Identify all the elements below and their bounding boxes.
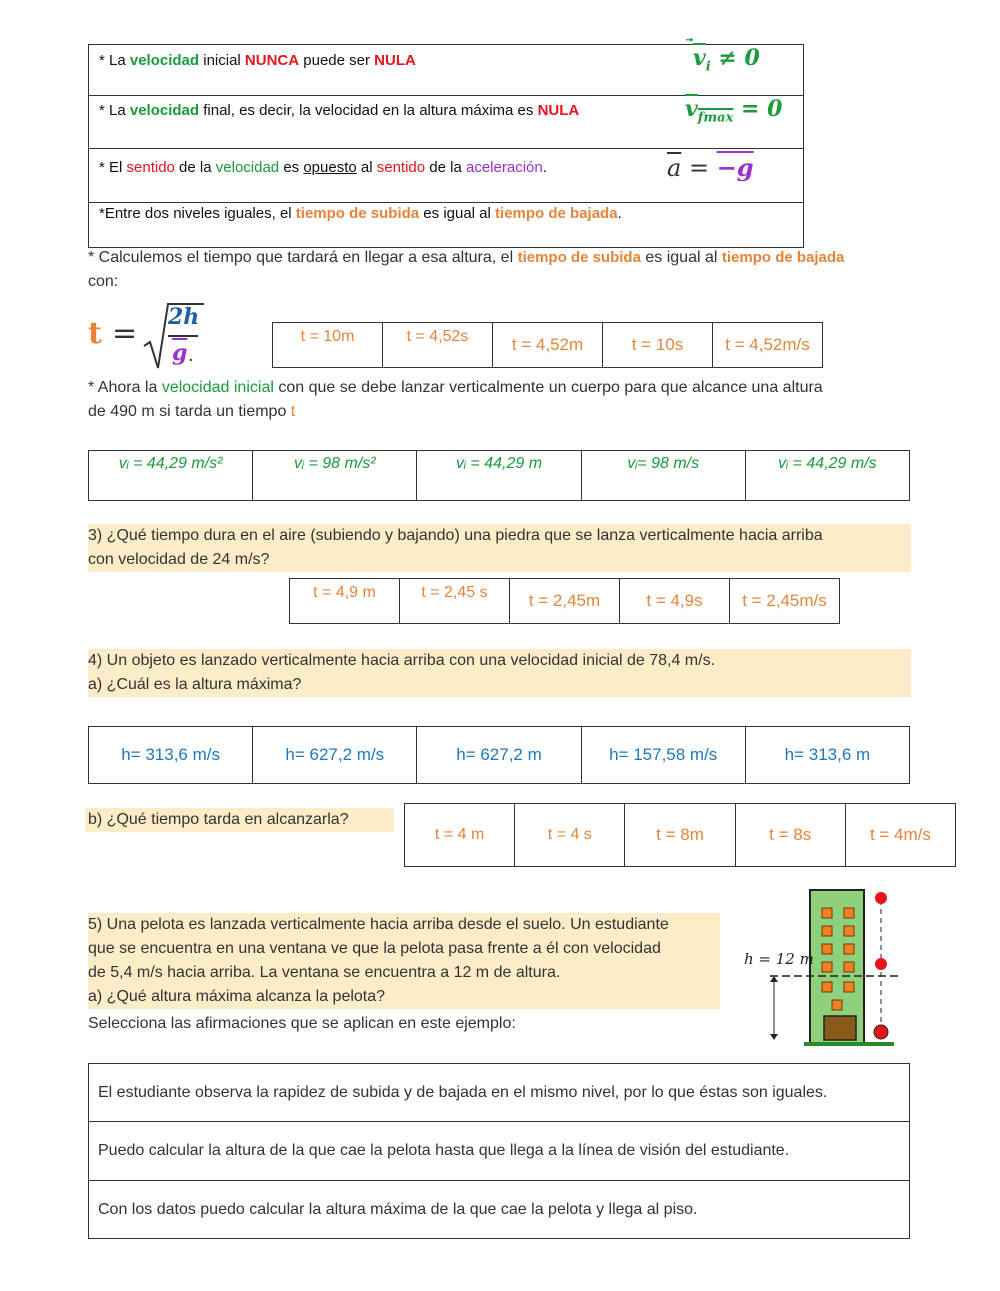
velocity-option[interactable]: vᵢ= 98 m/s [582, 451, 746, 500]
velocity-paragraph: * Ahora la velocidad inicial con que se debe lanzar verticalmente un cuerpo para que alcance una altura de 490 m si tarda un tiempo t [88, 379, 823, 420]
building-illustration [740, 886, 900, 1051]
question-3-line: 3) ¿Qué tiempo dura en el aire (subiendo y bajando) una piedra que se lanza verticalmente hacia arriba [88, 527, 823, 544]
time-options [272, 322, 823, 368]
velocity-option[interactable]: vᵢ = 44,29 m [417, 451, 581, 500]
rule-text: * El sentido de la velocidad es opuesto al sentido de la aceleración. [99, 159, 547, 176]
q4b-option[interactable]: t = 8s [736, 804, 846, 866]
q3-option[interactable]: t = 2,45m/s [742, 591, 827, 610]
statement-option[interactable]: El estudiante observa la rapidez de subida y de bajada en el mismo nivel, por lo que éstas son iguales. [89, 1064, 909, 1122]
q3-option[interactable]: t = 2,45m [510, 579, 620, 623]
velocity-option[interactable]: vᵢ = 98 m/s² [253, 451, 417, 500]
statement-option[interactable]: Con los datos puedo calcular la altura máxima de la que cae la pelota y llega al piso. [98, 1200, 698, 1218]
q3-option[interactable]: t = 2,45 s [400, 579, 510, 623]
q4-option[interactable]: h= 313,6 m [784, 745, 871, 764]
rule-row-initial-velocity [89, 45, 803, 96]
statements-table [88, 1063, 910, 1239]
question-3-line: con velocidad de 24 m/s? [88, 551, 270, 568]
q4-option[interactable]: h= 627,2 m/s [253, 727, 417, 783]
rule-row-final-velocity [89, 96, 803, 149]
question-4 [88, 649, 911, 697]
formula-vfmax-zero: $v_{fmax} = 0$ [685, 96, 783, 126]
formula-vi-not-zero: $\overline{v}_i \ne 0$ [693, 45, 760, 75]
time-option[interactable]: t = 10s [603, 323, 713, 367]
rule-text: * La velocidad final, es decir, la velocidad en la altura máxima es NULA [99, 102, 580, 119]
velocity-option[interactable]: vᵢ = 44,29 m/s² [89, 451, 253, 500]
formula-a-equals-minus-g: $\overline{a} = -g$ [667, 153, 754, 182]
q4-option[interactable]: h= 157,58 m/s [582, 727, 746, 783]
height-label: h = 12 m [744, 950, 814, 968]
question-5-line: que se encuentra en una ventana ve que la pelota pasa frente a él con velocidad [88, 940, 661, 957]
question-5 [88, 913, 720, 1009]
time-option[interactable]: t = 4,52m/s [725, 335, 810, 354]
q4-option[interactable]: h= 313,6 m/s [89, 727, 253, 783]
statement-option[interactable]: Puedo calcular la altura de la que cae la pelota hasta que llega a la línea de visión del estudiante. [89, 1122, 909, 1181]
question-5-instruction: Selecciona las afirmaciones que se aplican en este ejemplo: [88, 1015, 516, 1032]
q3-options [289, 578, 840, 624]
calc-time-paragraph: * Calculemos el tiempo que tardará en llegar a esa altura, el tiempo de subida es igual al tiempo de bajada con: [88, 249, 845, 290]
rule-row-direction [89, 149, 803, 203]
time-option[interactable]: t = 4,52s [383, 323, 493, 367]
rule-row-equal-times [89, 203, 803, 247]
question-4-line: a) ¿Cuál es la altura máxima? [88, 676, 302, 693]
velocity-options [88, 450, 910, 501]
q3-option[interactable]: t = 4,9 m [290, 579, 400, 623]
rule-text: *Entre dos niveles iguales, el tiempo de subida es igual al tiempo de bajada. [99, 205, 622, 222]
question-4-line: 4) Un objeto es lanzado verticalmente hacia arriba con una velocidad inicial de 78,4 m/s. [88, 652, 716, 669]
question-5-line: 5) Una pelota es lanzada verticalmente hacia arriba desde el suelo. Un estudiante [88, 916, 669, 933]
q4b-option[interactable]: t = 4m/s [869, 825, 931, 844]
formula-time: t = 2h $\overline{g}$ . [88, 298, 208, 374]
time-option[interactable]: t = 4,52m [493, 323, 603, 367]
building-figure [740, 886, 900, 1051]
q4-option[interactable]: h= 627,2 m [417, 727, 581, 783]
question-3 [88, 524, 911, 572]
rule-text: * La velocidad inicial NUNCA puede ser NULA [99, 52, 416, 69]
time-option[interactable]: t = 10m [273, 323, 383, 367]
question-4b: b) ¿Qué tiempo tarda en alcanzarla? [85, 808, 394, 832]
q4b-option[interactable]: t = 4 m [405, 804, 515, 866]
question-5-line: a) ¿Qué altura máxima alcanza la pelota? [88, 988, 386, 1005]
q4b-option[interactable]: t = 4 s [515, 804, 625, 866]
rules-table [88, 44, 804, 248]
velocity-option[interactable]: vᵢ = 44,29 m/s [778, 455, 877, 472]
q4b-option[interactable]: t = 8m [625, 804, 735, 866]
question-5-line: de 5,4 m/s hacia arriba. La ventana se encuentra a 12 m de altura. [88, 964, 561, 981]
q4-options [88, 726, 910, 784]
q3-option[interactable]: t = 4,9s [620, 579, 730, 623]
q4b-options [404, 803, 956, 867]
